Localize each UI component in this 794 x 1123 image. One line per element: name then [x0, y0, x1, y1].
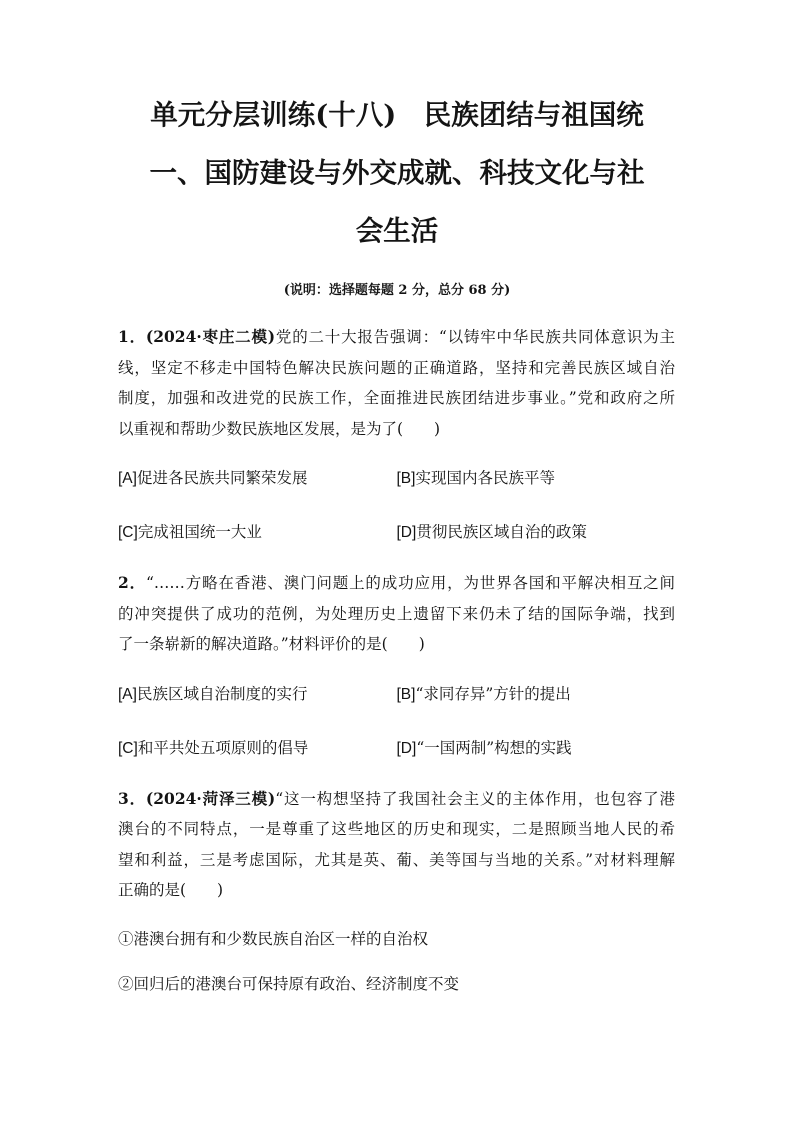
option-key: [B]: [396, 470, 416, 487]
question-stem-line: [118, 784, 675, 815]
questions-section: [118, 322, 675, 999]
question-stem-line: 了一条崭新的解决道路。”材料评价的是( ): [118, 635, 425, 653]
stem-text: 党的二十大报告强调：“以铸牢中华民族共同体意识为主: [275, 328, 675, 346]
statement-2: ②回归后的港澳台可保持原有政治、经济制度不变: [118, 974, 460, 993]
option-text: 促进各民族共同繁荣发展: [136, 469, 308, 487]
option-c: [118, 733, 397, 763]
option-d: [397, 517, 676, 547]
option-text: 完成祖国统一大业: [137, 523, 262, 541]
option-a: [118, 463, 397, 493]
options-row: [118, 517, 675, 547]
options-row: [118, 733, 675, 763]
option-text: “求同存异”方针的提出: [415, 684, 571, 703]
question-stem-line: 澳台的不同特点，一是尊重了这些地区的历史和现实，二是照顾当地人民的希: [118, 820, 675, 838]
title-line: 会生活: [355, 215, 439, 247]
question-stem-line: 线，坚定不移走中国特色解决民族问题的正确道路，坚持和完善民族区域自治: [118, 358, 675, 377]
question-stem-line: [118, 322, 675, 353]
option-text: 实现国内各民族平等: [415, 469, 555, 487]
option-key: [A]: [118, 470, 137, 487]
question-stem-line: 正确的是( ): [118, 881, 224, 899]
option-text: 贯彻民族区域自治的政策: [416, 523, 587, 541]
option-c: [118, 517, 397, 547]
option-text: “一国两制”构想的实践: [416, 738, 572, 757]
question-stem-line: 以重视和帮助少数民族地区发展，是为了( ): [118, 419, 441, 438]
options-row: [118, 463, 675, 493]
question-stem-line: 望和利益，三是考虑国际，尤其是英、葡、美等国与当地的关系。”对材料理解: [118, 850, 675, 869]
option-key: [D]: [396, 739, 417, 757]
question-number: 3．(2024·菏泽三模): [118, 788, 276, 808]
option-text: 民族区域自治制度的实行: [136, 684, 308, 703]
option-text: 和平共处五项原则的倡导: [137, 738, 309, 757]
option-d: [397, 733, 676, 763]
options-row: [118, 679, 675, 709]
title-line: 一、国防建设与外交成就、科技文化与社: [149, 157, 645, 189]
stem-text: “这一构想坚持了我国社会主义的主体作用，也包容了港: [275, 789, 675, 808]
question-stem-line: 制度，加强和改进党的民族工作，全面推进民族团结进步事业。”党和政府之所: [118, 389, 675, 407]
page-title: [0, 86, 794, 260]
question-1: [118, 322, 675, 547]
question-number: 1．(2024·枣庄二模): [118, 327, 276, 346]
option-key: [D]: [396, 524, 417, 541]
option-key: [C]: [118, 739, 138, 757]
option-a: [118, 679, 397, 709]
stem-text: “……方略在香港、澳门问题上的成功应用，为世界各国和平解决相互之间: [145, 574, 675, 592]
option-key: [A]: [118, 685, 137, 703]
option-key: [B]: [396, 685, 416, 703]
statement-1: ①港澳台拥有和少数民族自治区一样的自治权: [118, 929, 429, 948]
title-line: 单元分层训练(十八) 民族团结与祖国统: [150, 99, 644, 131]
question-stem-line: [118, 568, 675, 599]
question-number: 2．: [118, 573, 146, 592]
option-key: [C]: [118, 524, 138, 541]
option-b: [397, 679, 676, 709]
option-b: [397, 463, 676, 493]
question-2: [118, 568, 675, 763]
scoring-note: (说明：选择题每题 2 分，总分 68 分): [283, 283, 511, 298]
question-3: [118, 784, 675, 999]
question-stem-line: 的冲突提供了成功的范例，为处理历史上遗留下来仍未了结的国际争端，找到: [118, 604, 675, 623]
